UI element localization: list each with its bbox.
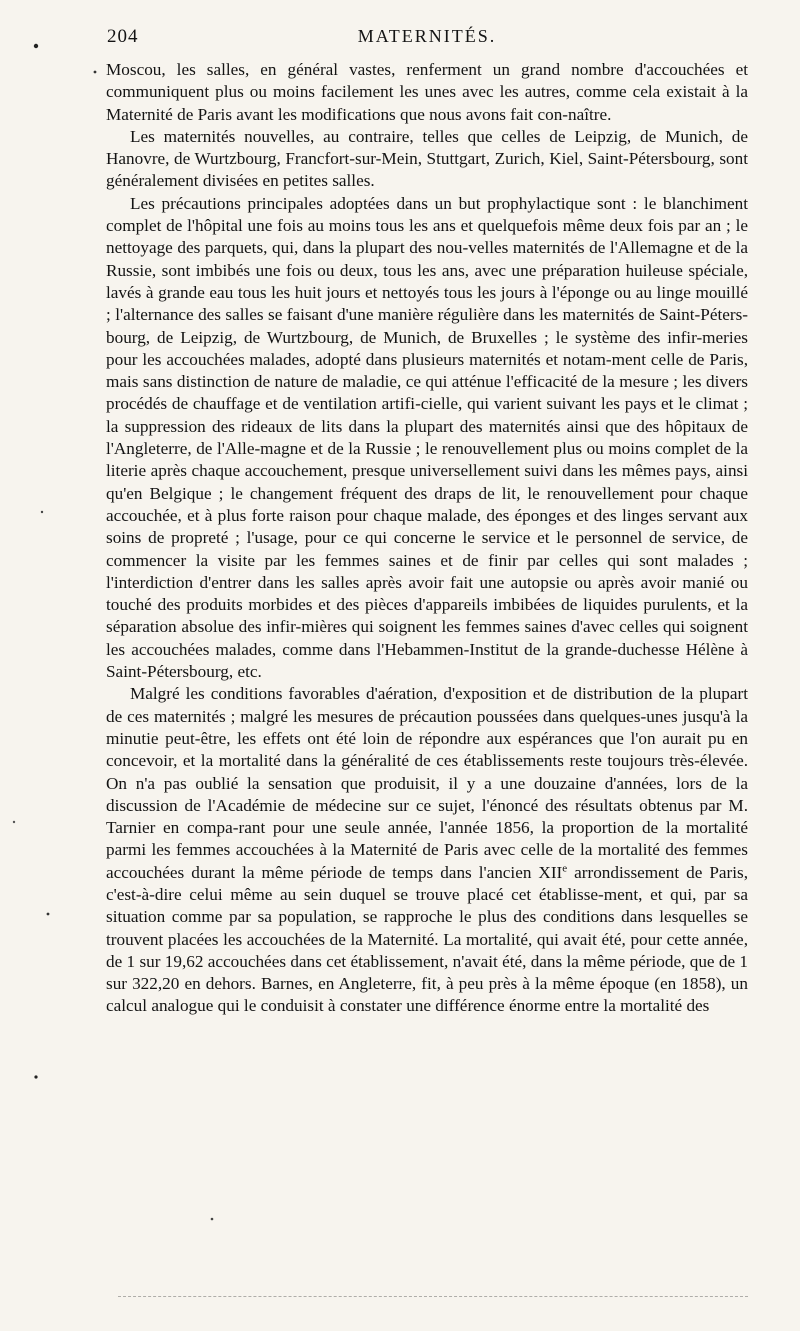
- speck-mark: [94, 71, 97, 74]
- speck-mark: [13, 821, 15, 823]
- paragraph-mortalite-text-b: arrondissement de Paris, c'est-à-dire celui même au sein duquel se trouve placé cet établisse-ment, et qui, par sa situation comme par sa population, se rapproche le plus des conditions dans lesquelles se trouvent placées les accouchées de la Maternité. La mortalité, qui avait été, pour cette année, de 1 sur 19,62 accouchées dans cet établissement, n'avait été, dans la même période, que de 1 sur 322,20 en dehors. Barnes, en Angleterre, fit, à peu près à la même époque (en 1858), un calcul analogue qui le conduisit à constater une différence énorme entre la mortalité des: [106, 862, 748, 1016]
- page-number: 204: [107, 26, 139, 47]
- running-title: MATERNITÉS.: [357, 26, 497, 46]
- speck-mark: [34, 44, 38, 48]
- speck-mark: [47, 913, 50, 916]
- speck-mark: [41, 511, 43, 513]
- footer-bleedthrough-line: [118, 1296, 748, 1297]
- speck-mark: [211, 1218, 214, 1221]
- paragraph-maternites-nouvelles: Les maternités nouvelles, au contraire, telles que celles de Leipzig, de Munich, de Hanovre, de Wurtzbourg, Francfort-sur-Mein, Stuttgart, Zurich, Kiel, Saint-Pétersbourg, sont généralement divisées en petites salles.: [106, 126, 748, 191]
- speck-mark: [34, 1075, 37, 1078]
- paragraph-moscou: Moscou, les salles, en général vastes, renferment un grand nombre d'accouchées et communiquent plus ou moins facilement les unes avec les autres, comme cela existait à la Maternité de Paris avant les modifications que nous avons fait con-naître.: [106, 60, 748, 124]
- body-text: [106, 59, 748, 1018]
- arrondissement-superscript: e: [562, 861, 568, 874]
- paragraph-mortalite: [106, 683, 748, 1017]
- paragraph-precautions: Les précautions principales adoptées dans un but prophylactique sont : le blanchiment complet de l'hôpital une fois au moins tous les ans et quelquefois même deux fois par an ; le nettoyage des parquets, qui, dans la plupart des nou-velles maternités de l'Allemagne et de la Russie, sont imbibés une fois ou deux, tous les ans, avec une préparation huileuse spéciale, lavés à grande eau tous les huit jours et nettoyés tous les jours à l'éponge ou au linge mouillé ; l'alternance des salles se faisant d'une manière régulière dans les maternités de Saint-Péters-bourg, de Leipzig, de Wurtzbourg, de Munich, de Bruxelles ; le système des infir-meries pour les accouchées malades, adopté dans plusieurs maternités et notam-ment celle de Paris, mais sans distinction de nature de maladie, ce qui atténue l'efficacité de la mesure ; les divers procédés de chauffage et de ventilation artifi-cielle, qui varient suivant les pays et le climat ; la suppression des rideaux de lits dans la plupart des maternités ainsi que des hôpitaux de l'Angleterre, de l'Alle-magne et de la Russie ; le renouvellement plus ou moins complet de la literie après chaque accouchement, presque universellement suivi dans les mêmes pays, ainsi qu'en Belgique ; le changement fréquent des draps de lit, le renouvellement pour chaque accouchée, et à plus forte raison pour chaque malade, des éponges et des linges servant aux soins de propreté ; l'usage, pour ce qui concerne le service et le personnel de service, de commencer la visite par les femmes saines et de finir par celles qui sont malades ; l'interdiction d'entrer dans les salles après avoir fait une autopsie ou après avoir manié ou touché des produits morbides et des pièces d'appareils imbibées de liquides purulents, et la séparation absolue des infir-mières qui soignent les femmes saines d'avec celles qui soignent les accouchées malades, comme dans l'Hebammen-Institut de la grande-duchesse Hélène à Saint-Pétersbourg, etc.: [106, 193, 748, 682]
- page-header: [107, 26, 747, 54]
- paragraph-mortalite-text-a: Malgré les conditions favorables d'aération, d'exposition et de distribution de la plupart de ces maternités ; malgré les mesures de précaution poussées dans quelques-unes jusqu'à la minutie peut-être, les effets ont été loin de répondre aux espérances que l'on aurait pu en concevoir, et la mortalité dans la généralité de ces établissements reste toujours très-élevée. On n'a pas oublié la sensation que produisit, il y a une douzaine d'années, lors de la discussion de l'Académie de médecine sur ce sujet, l'énoncé des résultats obtenus par M. Tarnier en compa-rant pour une seule année, l'année 1856, la proportion de la mortalité parmi les femmes accouchées à la Maternité de Paris avec celle de la mortalité des femmes accouchées durant la même période de temps dans l'ancien XII: [106, 684, 748, 882]
